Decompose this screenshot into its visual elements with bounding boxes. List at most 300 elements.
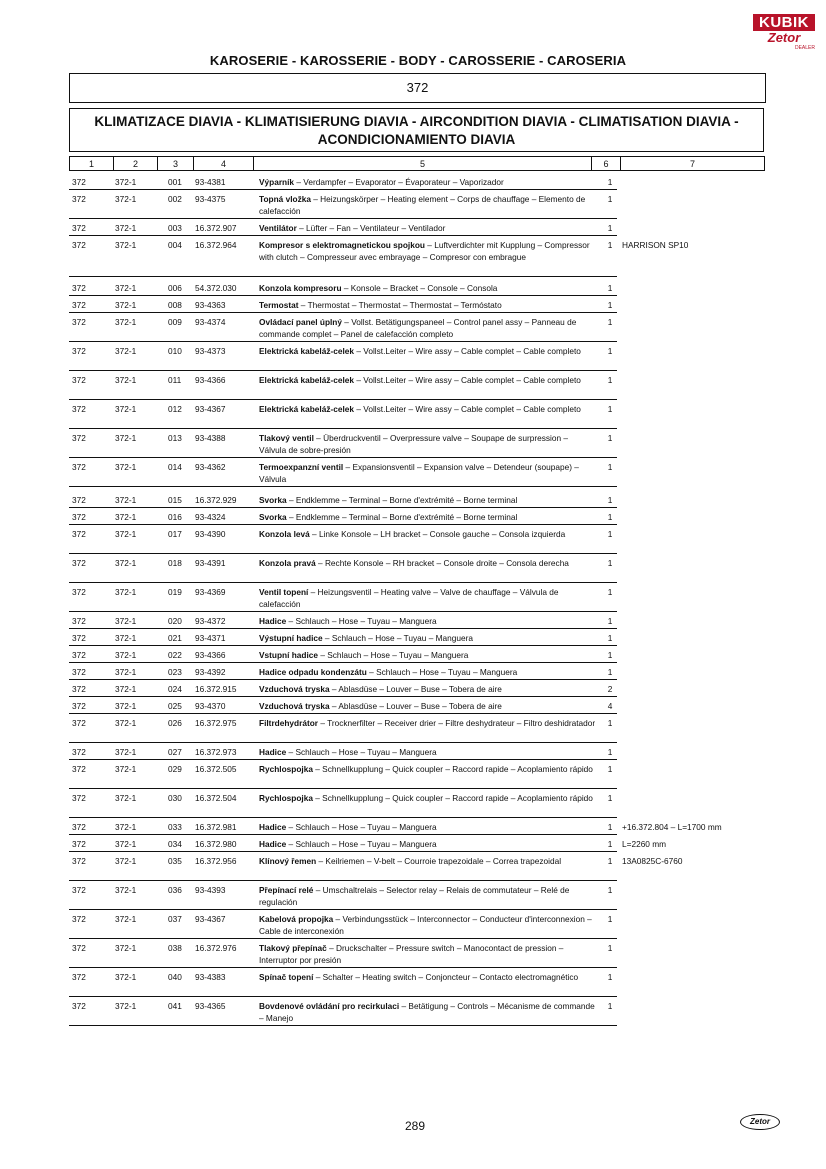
description-czech: Klínový řemen — [259, 856, 317, 866]
cell-subgroup: 372-1 — [115, 433, 137, 443]
cell-part-number: 54.372.030 — [195, 283, 237, 293]
cell-description — [259, 176, 597, 188]
cell-quantity: 1 — [607, 240, 613, 250]
cell-part-number: 93-4369 — [195, 587, 226, 597]
row-divider — [69, 880, 617, 881]
description-czech: Rychlospojka — [259, 764, 313, 774]
description-translations: – Linke Konsole – LH bracket – Console gauche – Consola izquierda — [309, 529, 566, 539]
cell-part-number: 16.372.929 — [195, 495, 237, 505]
row-divider — [69, 341, 617, 342]
cell-subgroup: 372-1 — [115, 747, 137, 757]
cell-position: 013 — [168, 433, 182, 443]
cell-description — [259, 316, 597, 340]
cell-note: L=2260 mm — [622, 839, 667, 849]
cell-group: 372 — [72, 885, 86, 895]
cell-subgroup: 372-1 — [115, 616, 137, 626]
cell-group: 372 — [72, 839, 86, 849]
cell-group: 372 — [72, 283, 86, 293]
cell-position: 014 — [168, 462, 182, 472]
cell-quantity: 1 — [607, 943, 613, 953]
cell-subgroup: 372-1 — [115, 177, 137, 187]
cell-quantity: 1 — [607, 885, 613, 895]
cell-subgroup: 372-1 — [115, 650, 137, 660]
cell-description — [259, 971, 597, 983]
cell-group: 372 — [72, 404, 86, 414]
cell-position: 024 — [168, 684, 182, 694]
description-translations: – Verbindungsstück – Interconnector – Conducteur d'interconnexion – Cable de interconexión — [259, 914, 592, 936]
cell-description — [259, 461, 597, 485]
cell-subgroup: 372-1 — [115, 684, 137, 694]
row-divider — [69, 457, 617, 458]
row-divider — [69, 834, 617, 835]
description-translations: – Ablasdüse – Louver – Buse – Tobera de aire — [329, 684, 502, 694]
cell-group: 372 — [72, 943, 86, 953]
cell-note: HARRISON SP10 — [622, 240, 689, 250]
cell-quantity: 1 — [607, 914, 613, 924]
cell-description — [259, 374, 597, 386]
row-divider — [69, 428, 617, 429]
cell-position: 036 — [168, 885, 182, 895]
row-divider — [69, 679, 617, 680]
description-czech: Spínač topení — [259, 972, 314, 982]
row-divider — [69, 312, 617, 313]
description-translations: – Ablasdüse – Louver – Buse – Tobera de aire — [329, 701, 502, 711]
cell-description — [259, 239, 597, 263]
cell-quantity: 1 — [607, 587, 613, 597]
description-czech: Svorka — [259, 495, 287, 505]
column-header-4: 4 — [193, 156, 253, 171]
cell-subgroup: 372-1 — [115, 512, 137, 522]
description-czech: Termostat — [259, 300, 299, 310]
description-czech: Výstupní hadice — [259, 633, 323, 643]
description-translations: – Thermostat – Thermostat – Thermostat – Termóstato — [298, 300, 502, 310]
cell-position: 001 — [168, 177, 182, 187]
logo-kubik-text: KUBIK — [753, 14, 815, 31]
description-translations: – Rechte Konsole – RH bracket – Console droite – Consola derecha — [315, 558, 569, 568]
cell-quantity: 1 — [607, 747, 613, 757]
description-czech: Tlakový přepínač — [259, 943, 327, 953]
description-czech: Bovdenové ovládání pro recirkulaci — [259, 1001, 400, 1011]
logo-dealer-text: DEALER — [794, 45, 815, 51]
cell-description — [259, 632, 597, 644]
cell-position: 038 — [168, 943, 182, 953]
cell-subgroup: 372-1 — [115, 1001, 137, 1011]
cell-quantity: 1 — [607, 529, 613, 539]
cell-description — [259, 345, 597, 357]
description-translations: – Trocknerfilter – Receiver drier – Filtre deshydrateur – Filtro deshidratador — [318, 718, 596, 728]
cell-group: 372 — [72, 558, 86, 568]
description-translations: – Schlauch – Hose – Tuyau – Manguera — [286, 839, 437, 849]
cell-group: 372 — [72, 300, 86, 310]
cell-part-number: 16.372.505 — [195, 764, 237, 774]
row-divider — [69, 218, 617, 219]
row-divider — [69, 696, 617, 697]
cell-subgroup: 372-1 — [115, 943, 137, 953]
cell-group: 372 — [72, 317, 86, 327]
description-czech: Termoexpanzní ventil — [259, 462, 344, 472]
cell-position: 025 — [168, 701, 182, 711]
section-title-line1: KLIMATIZACE DIAVIA - KLIMATISIERUNG DIAVIA - AIRCONDITION DIAVIA - CLIMATISATION DIAVIA - — [94, 114, 739, 129]
cell-group: 372 — [72, 822, 86, 832]
cell-group: 372 — [72, 764, 86, 774]
cell-description — [259, 432, 597, 456]
cell-position: 017 — [168, 529, 182, 539]
description-czech: Elektrická kabeláž-celek — [259, 404, 355, 414]
cell-description — [259, 700, 597, 712]
cell-description — [259, 222, 597, 234]
cell-quantity: 2 — [607, 684, 613, 694]
column-header-6: 6 — [591, 156, 620, 171]
description-translations: – Vollst.Leiter – Wire assy – Cable complet – Cable completo — [354, 404, 581, 414]
cell-group: 372 — [72, 462, 86, 472]
cell-subgroup: 372-1 — [115, 558, 137, 568]
cell-subgroup: 372-1 — [115, 300, 137, 310]
cell-part-number: 93-4391 — [195, 558, 226, 568]
row-divider — [69, 713, 617, 714]
cell-quantity: 1 — [607, 633, 613, 643]
cell-position: 012 — [168, 404, 182, 414]
cell-description — [259, 666, 597, 678]
cell-quantity: 1 — [607, 177, 613, 187]
cell-group: 372 — [72, 616, 86, 626]
cell-group: 372 — [72, 375, 86, 385]
description-translations: – Betätigung – Controls – Mécanisme de commande – Manejo — [259, 1001, 595, 1023]
cell-part-number: 93-4388 — [195, 433, 226, 443]
cell-description — [259, 649, 597, 661]
cell-position: 037 — [168, 914, 182, 924]
cell-subgroup: 372-1 — [115, 529, 137, 539]
row-divider — [69, 938, 617, 939]
cell-position: 023 — [168, 667, 182, 677]
cell-quantity: 1 — [607, 667, 613, 677]
description-czech: Hadice — [259, 616, 287, 626]
row-divider — [69, 851, 617, 852]
group-number: 372 — [406, 80, 429, 95]
row-divider — [69, 507, 617, 508]
page-title: KAROSERIE - KAROSSERIE - BODY - CAROSSERIE - CAROSERIA — [209, 53, 627, 68]
cell-description — [259, 838, 597, 850]
row-divider — [69, 524, 617, 525]
description-czech: Ventilátor — [259, 223, 297, 233]
cell-part-number: 93-4371 — [195, 633, 226, 643]
row-divider — [69, 399, 617, 400]
description-czech: Vzduchová tryska — [259, 701, 330, 711]
cell-group: 372 — [72, 701, 86, 711]
cell-group: 372 — [72, 529, 86, 539]
description-translations: – Heizungsventil – Heating valve – Valve de chauffage – Válvula de calefacción — [259, 587, 559, 609]
cell-group: 372 — [72, 587, 86, 597]
cell-subgroup: 372-1 — [115, 587, 137, 597]
cell-part-number: 93-4367 — [195, 914, 226, 924]
description-translations: – Überdruckventil – Overpressure valve – Soupape de surpression – Válvula de sobre-presión — [259, 433, 568, 455]
description-czech: Kompresor s elektromagnetickou spojkou — [259, 240, 425, 250]
column-header-2: 2 — [113, 156, 157, 171]
cell-subgroup: 372-1 — [115, 839, 137, 849]
cell-quantity: 1 — [607, 283, 613, 293]
cell-description — [259, 717, 597, 729]
cell-position: 033 — [168, 822, 182, 832]
description-czech: Ovládací panel úplný — [259, 317, 342, 327]
cell-group: 372 — [72, 240, 86, 250]
cell-part-number: 16.372.504 — [195, 793, 237, 803]
description-czech: Topná vložka — [259, 194, 311, 204]
column-header-5: 5 — [253, 156, 591, 171]
cell-part-number: 93-4381 — [195, 177, 226, 187]
cell-part-number: 16.372.980 — [195, 839, 237, 849]
cell-subgroup: 372-1 — [115, 375, 137, 385]
cell-description — [259, 494, 597, 506]
row-divider — [69, 628, 617, 629]
cell-part-number: 93-4324 — [195, 512, 226, 522]
description-translations: – Konsole – Bracket – Console – Consola — [341, 283, 498, 293]
cell-subgroup: 372-1 — [115, 317, 137, 327]
description-translations: – Luftverdichter mit Kupplung – Compressor with clutch – Compresseur avec embrayage – Compresor con embrague — [259, 240, 590, 262]
cell-description — [259, 792, 597, 804]
row-divider — [69, 370, 617, 371]
cell-position: 026 — [168, 718, 182, 728]
row-divider — [69, 189, 617, 190]
description-czech: Vzduchová tryska — [259, 684, 330, 694]
description-translations: – Schnellkupplung – Quick coupler – Raccord rapide – Acoplamiento rápido — [312, 793, 593, 803]
cell-subgroup: 372-1 — [115, 667, 137, 677]
cell-part-number: 93-4370 — [195, 701, 226, 711]
cell-subgroup: 372-1 — [115, 822, 137, 832]
cell-group: 372 — [72, 433, 86, 443]
cell-group: 372 — [72, 684, 86, 694]
cell-subgroup: 372-1 — [115, 194, 137, 204]
description-translations: – Vollst. Betätigungspaneel – Control panel assy – Panneau de commande complet – Panel de calefacción completo — [259, 317, 577, 339]
cell-subgroup: 372-1 — [115, 462, 137, 472]
description-czech: Tlakový ventil — [259, 433, 314, 443]
cell-description — [259, 913, 597, 937]
cell-description — [259, 586, 597, 610]
cell-quantity: 1 — [607, 856, 613, 866]
cell-description — [259, 884, 597, 908]
cell-quantity: 1 — [607, 822, 613, 832]
cell-group: 372 — [72, 1001, 86, 1011]
description-czech: Rychlospojka — [259, 793, 313, 803]
row-divider — [69, 817, 617, 818]
cell-subgroup: 372-1 — [115, 856, 137, 866]
cell-description — [259, 299, 597, 311]
cell-subgroup: 372-1 — [115, 283, 137, 293]
cell-quantity: 1 — [607, 512, 613, 522]
cell-part-number: 93-4374 — [195, 317, 226, 327]
kubik-zetor-logo — [753, 14, 815, 52]
cell-quantity: 1 — [607, 375, 613, 385]
description-czech: Vstupní hadice — [259, 650, 319, 660]
cell-subgroup: 372-1 — [115, 885, 137, 895]
description-translations: – Druckschalter – Pressure switch – Manocontact de pression – Interruptor por presión — [259, 943, 564, 965]
description-czech: Výparník — [259, 177, 295, 187]
cell-part-number: 93-4367 — [195, 404, 226, 414]
cell-subgroup: 372-1 — [115, 972, 137, 982]
row-divider — [69, 582, 617, 583]
cell-quantity: 1 — [607, 793, 613, 803]
row-divider — [69, 742, 617, 743]
cell-subgroup: 372-1 — [115, 495, 137, 505]
description-translations: – Endklemme – Terminal – Borne d'extrémité – Borne terminal — [286, 495, 518, 505]
row-divider — [69, 1025, 617, 1026]
description-czech: Kabelová propojka — [259, 914, 334, 924]
cell-position: 016 — [168, 512, 182, 522]
cell-description — [259, 855, 597, 867]
cell-description — [259, 615, 597, 627]
cell-position: 008 — [168, 300, 182, 310]
cell-part-number: 93-4375 — [195, 194, 226, 204]
cell-part-number: 93-4365 — [195, 1001, 226, 1011]
cell-group: 372 — [72, 223, 86, 233]
cell-description — [259, 746, 597, 758]
description-czech: Filtrdehydrátor — [259, 718, 319, 728]
description-translations: – Vollst.Leiter – Wire assy – Cable complet – Cable completo — [354, 346, 581, 356]
description-czech: Konzola levá — [259, 529, 310, 539]
cell-description — [259, 942, 597, 966]
description-czech: Hadice — [259, 839, 287, 849]
cell-position: 030 — [168, 793, 182, 803]
cell-part-number: 16.372.975 — [195, 718, 237, 728]
cell-position: 015 — [168, 495, 182, 505]
description-translations: – Lüfter – Fan – Ventilateur – Ventilador — [296, 223, 446, 233]
description-translations: – Endklemme – Terminal – Borne d'extrémité – Borne terminal — [286, 512, 518, 522]
cell-quantity: 1 — [607, 764, 613, 774]
cell-description — [259, 763, 597, 775]
row-divider — [69, 295, 617, 296]
cell-quantity: 1 — [607, 718, 613, 728]
cell-quantity: 1 — [607, 558, 613, 568]
cell-group: 372 — [72, 667, 86, 677]
row-divider — [69, 967, 617, 968]
cell-group: 372 — [72, 972, 86, 982]
cell-description — [259, 821, 597, 833]
cell-quantity: 1 — [607, 495, 613, 505]
row-divider — [69, 909, 617, 910]
cell-subgroup: 372-1 — [115, 914, 137, 924]
description-translations: – Schlauch – Hose – Tuyau – Manguera — [318, 650, 469, 660]
cell-group: 372 — [72, 633, 86, 643]
cell-group: 372 — [72, 718, 86, 728]
cell-group: 372 — [72, 650, 86, 660]
cell-part-number: 93-4390 — [195, 529, 226, 539]
cell-group: 372 — [72, 346, 86, 356]
cell-quantity: 1 — [607, 462, 613, 472]
cell-subgroup: 372-1 — [115, 404, 137, 414]
description-czech: Hadice odpadu kondenzátu — [259, 667, 367, 677]
description-czech: Ventil topení — [259, 587, 309, 597]
column-header-3: 3 — [157, 156, 193, 171]
cell-subgroup: 372-1 — [115, 793, 137, 803]
cell-position: 018 — [168, 558, 182, 568]
zetor-footer-logo: Zetor — [740, 1114, 780, 1130]
cell-description — [259, 403, 597, 415]
cell-part-number: 93-4393 — [195, 885, 226, 895]
description-translations: – Verdampfer – Evaporator – Évaporateur – Vaporizador — [294, 177, 504, 187]
cell-group: 372 — [72, 747, 86, 757]
description-translations: – Keilriemen – V-belt – Courroie trapezoidale – Correa trapezoidal — [316, 856, 562, 866]
row-divider — [69, 645, 617, 646]
cell-subgroup: 372-1 — [115, 633, 137, 643]
description-czech: Elektrická kabeláž-celek — [259, 375, 355, 385]
page-number: 289 — [404, 1119, 426, 1133]
cell-group: 372 — [72, 495, 86, 505]
cell-description — [259, 193, 597, 217]
cell-position: 020 — [168, 616, 182, 626]
cell-quantity: 1 — [607, 972, 613, 982]
cell-position: 010 — [168, 346, 182, 356]
row-divider — [69, 662, 617, 663]
description-translations: – Schlauch – Hose – Tuyau – Manguera — [322, 633, 473, 643]
row-divider — [69, 996, 617, 997]
cell-position: 022 — [168, 650, 182, 660]
row-divider — [69, 788, 617, 789]
cell-position: 009 — [168, 317, 182, 327]
row-divider — [69, 486, 617, 487]
cell-group: 372 — [72, 914, 86, 924]
cell-description — [259, 1000, 597, 1024]
cell-quantity: 4 — [607, 701, 613, 711]
cell-position: 034 — [168, 839, 182, 849]
cell-quantity: 1 — [607, 839, 613, 849]
cell-description — [259, 683, 597, 695]
cell-quantity: 1 — [607, 616, 613, 626]
cell-part-number: 93-4373 — [195, 346, 226, 356]
cell-subgroup: 372-1 — [115, 346, 137, 356]
cell-subgroup: 372-1 — [115, 764, 137, 774]
row-divider — [69, 611, 617, 612]
cell-group: 372 — [72, 856, 86, 866]
cell-quantity: 1 — [607, 346, 613, 356]
section-title-line2: ACONDICIONAMIENTO DIAVIA — [317, 132, 516, 147]
description-czech: Elektrická kabeláž-celek — [259, 346, 355, 356]
cell-part-number: 93-4362 — [195, 462, 226, 472]
cell-description — [259, 511, 597, 523]
cell-part-number: 16.372.981 — [195, 822, 237, 832]
cell-position: 011 — [168, 375, 182, 385]
description-translations: – Schlauch – Hose – Tuyau – Manguera — [286, 822, 437, 832]
column-header-7: 7 — [620, 156, 765, 171]
cell-part-number: 16.372.973 — [195, 747, 237, 757]
description-czech: Hadice — [259, 822, 287, 832]
column-header-1: 1 — [69, 156, 113, 171]
cell-position: 019 — [168, 587, 182, 597]
section-title-box — [69, 108, 764, 152]
cell-quantity: 1 — [607, 194, 613, 204]
description-translations: – Umschaltrelais – Selector relay – Relais de commutateur – Relé de regulación — [259, 885, 570, 907]
logo-zetor-text: Zetor — [767, 30, 801, 45]
cell-position: 040 — [168, 972, 182, 982]
description-czech: Svorka — [259, 512, 287, 522]
cell-position: 035 — [168, 856, 182, 866]
cell-position: 041 — [168, 1001, 182, 1011]
description-translations: – Schlauch – Hose – Tuyau – Manguera — [366, 667, 518, 677]
cell-part-number: 16.372.964 — [195, 240, 237, 250]
description-translations: – Schalter – Heating switch – Conjoncteur – Contacto electromagnético — [313, 972, 579, 982]
cell-position: 006 — [168, 283, 182, 293]
cell-group: 372 — [72, 177, 86, 187]
cell-position: 021 — [168, 633, 182, 643]
cell-group: 372 — [72, 512, 86, 522]
cell-quantity: 1 — [607, 223, 613, 233]
row-divider — [69, 276, 617, 277]
cell-position: 002 — [168, 194, 182, 204]
cell-part-number: 93-4383 — [195, 972, 226, 982]
cell-position: 004 — [168, 240, 182, 250]
group-number-box — [69, 73, 766, 103]
cell-quantity: 1 — [607, 1001, 613, 1011]
cell-part-number: 16.372.956 — [195, 856, 237, 866]
cell-subgroup: 372-1 — [115, 718, 137, 728]
cell-group: 372 — [72, 194, 86, 204]
